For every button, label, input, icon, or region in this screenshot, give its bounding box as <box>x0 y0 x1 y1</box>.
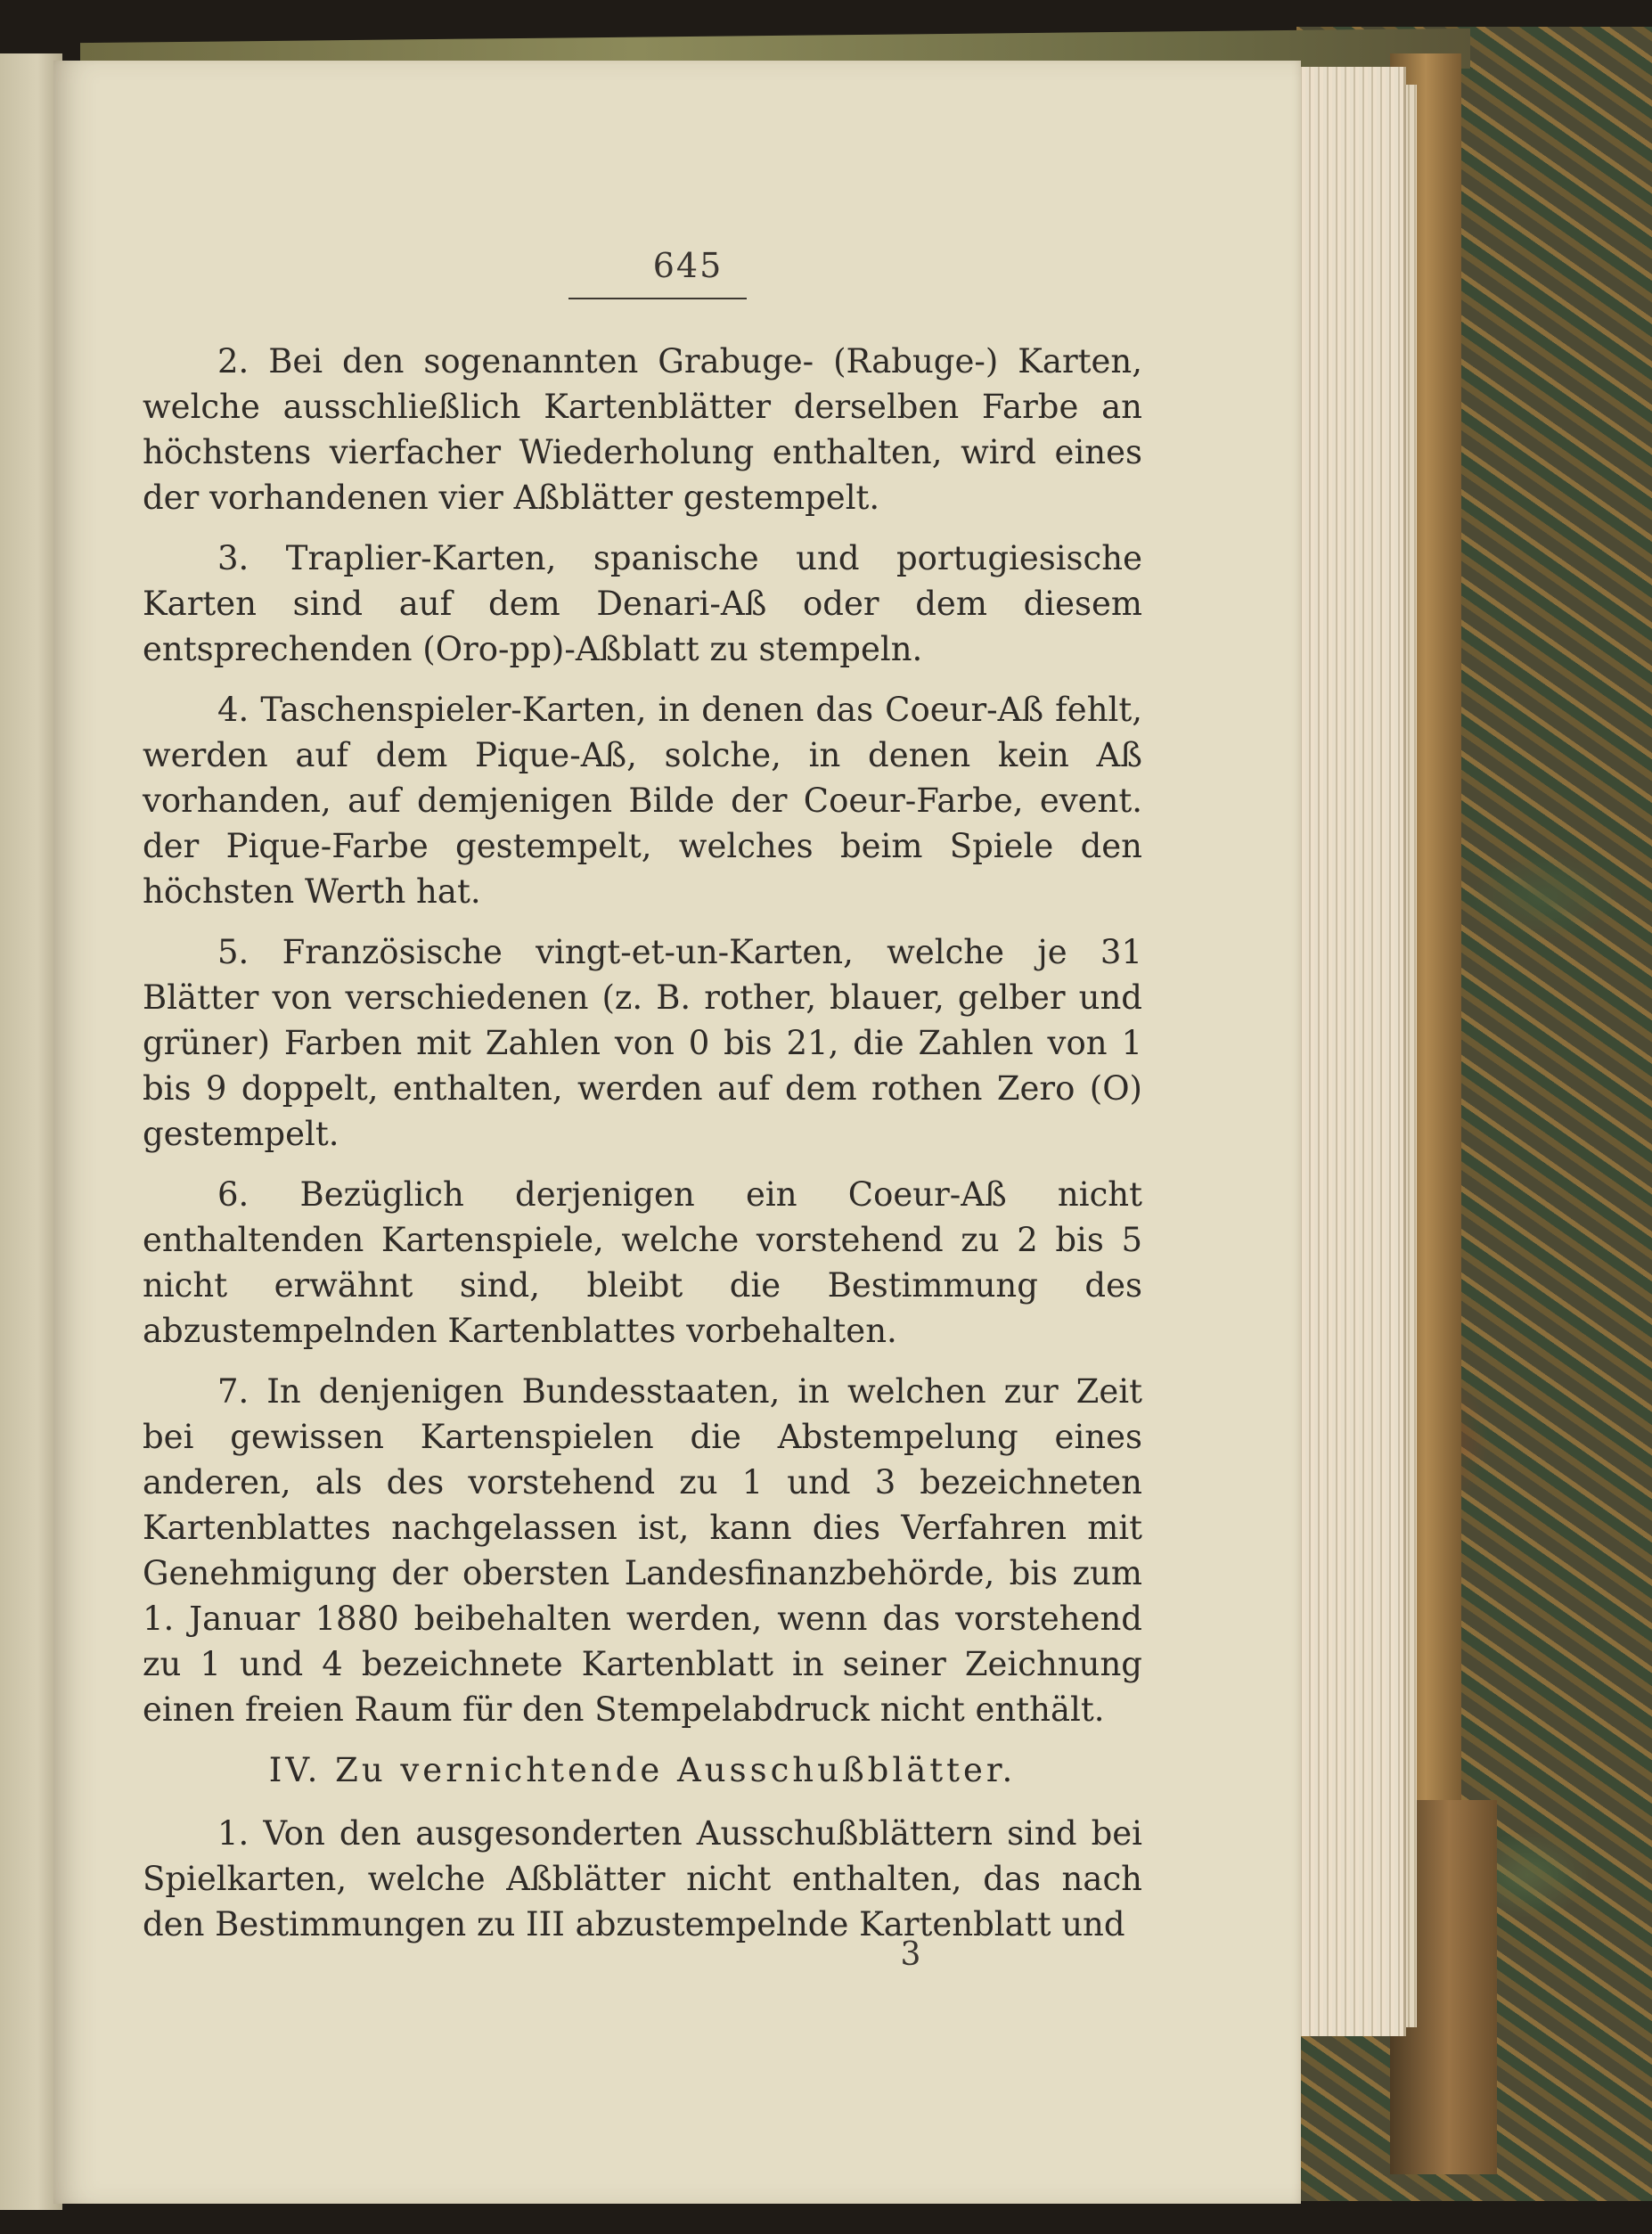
paragraph-3: 3. Traplier-Karten, spanische und portugiesische Karten sind auf dem Denari-Aß oder dem diesem entsprechenden (Oro-pp)-Aßblatt zu stempeln. <box>143 539 1142 668</box>
paragraph-5: 5. Französische vingt-et-un-Karten, welche je 31 Blätter von verschiedenen (z. B. rother, blauer, gelber und grüner) Farben mit Zahlen von 0 bis 21, die Zahlen von 1 bis 9 doppelt, enthalten, werden auf dem rothen Zero (O) gestempelt. <box>143 933 1142 1153</box>
header-rule <box>568 298 747 299</box>
page-edges <box>1288 67 1406 2036</box>
section-heading: IV. Zu vernichtende Ausschußblätter. <box>268 1751 1017 1789</box>
paragraph-6: 6. Bezüglich derjenigen ein Coeur-Aß nicht enthaltenden Kartenspiele, welche vorstehend zu 2 bis 5 nicht erwähnt sind, bleibt die Bestimmung des abzustempelnden Kartenblattes vorbehalten. <box>143 1175 1142 1350</box>
section-paragraph-1: 1. Von den ausgesonderten Ausschußblättern sind bei Spielkarten, welche Aßblätter nicht enthalten, das nach den Bestimmungen zu III abzustempelnde Kartenblatt und <box>143 1814 1142 1943</box>
page-body <box>143 339 1142 1962</box>
signature-mark: 3 <box>900 1936 921 1973</box>
book-page <box>53 61 1301 2204</box>
page-number: 645 <box>652 246 724 285</box>
paragraph-7: 7. In denjenigen Bundesstaaten, in welchen zur Zeit bei gewissen Kartenspielen die Abstempelung eines anderen, als des vorstehend zu 1 und 3 bezeichneten Kartenblattes nachgelassen ist, kann dies Verfahren mit Genehmigung der obersten Landesfinanzbehörde, bis zum 1. Januar 1880 beibehalten werden, wenn das vorstehend zu 1 und 4 bezeichnete Kartenblatt in seiner Zeichnung einen freien Raum für den Stempelabdruck nicht enthält. <box>143 1372 1142 1729</box>
paragraph-4: 4. Taschenspieler-Karten, in denen das Coeur-Aß fehlt, werden auf dem Pique-Aß, solche, in denen kein Aß vorhanden, auf demjenigen Bilde der Coeur-Farbe, event. der Pique-Farbe gestempelt, welches beim Spiele den höchsten Werth hat. <box>143 691 1142 911</box>
paragraph-2: 2. Bei den sogenannten Grabuge- (Rabuge-) Karten, welche ausschließlich Kartenblätter derselben Farbe an höchstens vierfacher Wiederholung enthalten, wird eines der vorhandenen vier Aßblätter gestempelt. <box>143 342 1142 517</box>
